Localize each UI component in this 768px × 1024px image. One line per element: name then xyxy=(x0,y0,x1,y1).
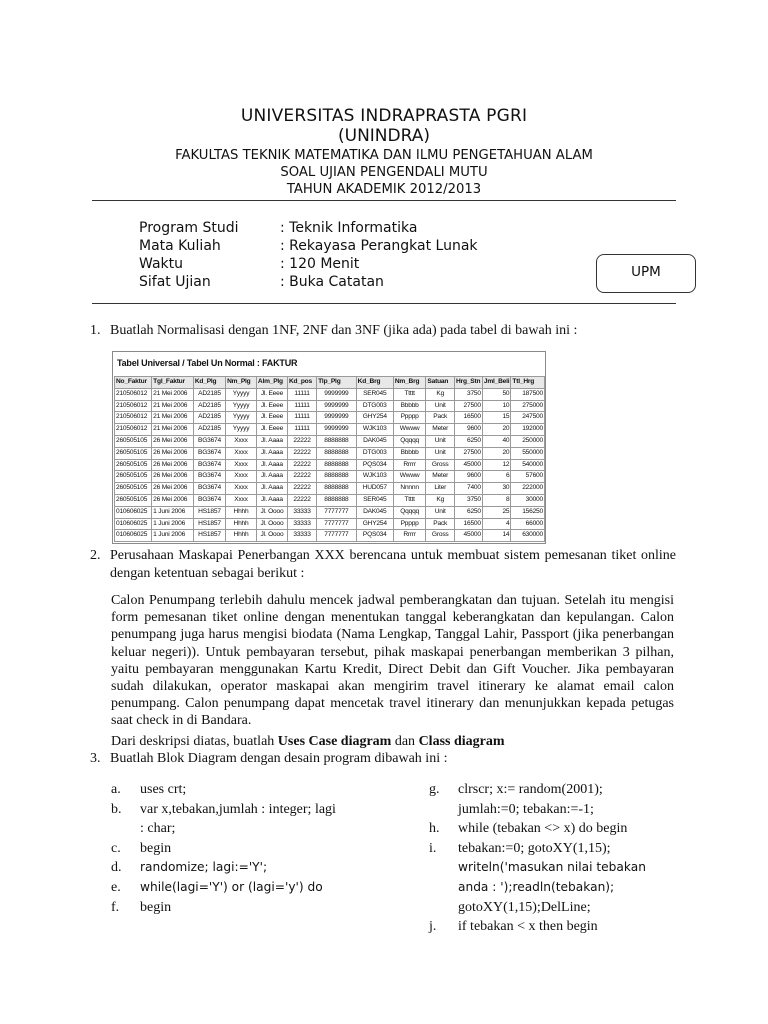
table-cell: Xxxx xyxy=(226,459,257,471)
table-cell: 250000 xyxy=(511,435,545,447)
code-line: tebakan:=0; gotoXY(1,15); xyxy=(458,840,611,856)
table-row xyxy=(115,400,545,412)
table-header-cell: Kd_Brg xyxy=(356,377,393,389)
code-line: randomize; lagi:='Y'; xyxy=(140,860,268,875)
table-cell: 22222 xyxy=(288,459,317,471)
table-cell: 26 Mei 2006 xyxy=(152,494,194,506)
table-cell: HUD057 xyxy=(356,483,393,495)
table-cell: 260505105 xyxy=(115,494,152,506)
table-cell: 550000 xyxy=(511,447,545,459)
table-cell: 11111 xyxy=(288,388,317,400)
table-cell: 010606025 xyxy=(115,530,152,542)
instruction-bold-usecase: Uses Case diagram xyxy=(277,734,392,749)
table-cell: 33333 xyxy=(288,518,317,530)
header-rule-bottom xyxy=(92,303,676,304)
table-cell: Jl. Oooo xyxy=(256,506,287,518)
table-cell: 26 Mei 2006 xyxy=(152,459,194,471)
table-row xyxy=(115,518,545,530)
table-cell: Meter xyxy=(426,471,455,483)
table-cell: 8888888 xyxy=(317,494,357,506)
table-cell: BG3674 xyxy=(193,447,225,459)
table-row xyxy=(115,494,545,506)
table-cell: AD2185 xyxy=(193,412,225,424)
table-row xyxy=(115,459,545,471)
table-cell: AD2185 xyxy=(193,400,225,412)
info-label: Program Studi xyxy=(139,220,239,236)
table-cell: 33333 xyxy=(288,506,317,518)
table-cell: BG3674 xyxy=(193,494,225,506)
table-cell: 187500 xyxy=(511,388,545,400)
table-cell: Hhhh xyxy=(226,530,257,542)
table-cell: 8888888 xyxy=(317,471,357,483)
code-line: gotoXY(1,15);DelLine; xyxy=(458,899,591,915)
table-cell: Gross xyxy=(426,459,455,471)
table-header-cell: Ttl_Hrg xyxy=(511,377,545,389)
table-title: Tabel Universal / Tabel Un Normal : FAKTUR xyxy=(117,358,298,368)
table-cell: Hhhh xyxy=(226,506,257,518)
table-cell: 210506012 xyxy=(115,424,152,436)
table-cell: Gross xyxy=(426,530,455,542)
table-header-row xyxy=(115,377,545,389)
table-cell: 275000 xyxy=(511,400,545,412)
code-item-letter: j. xyxy=(429,919,437,935)
table-cell: WJK103 xyxy=(356,424,393,436)
table-cell: Jl. Eeee xyxy=(256,424,287,436)
table-cell: Jl. Aaaa xyxy=(256,435,287,447)
table-cell: 20 xyxy=(482,424,511,436)
table-cell: 210506012 xyxy=(115,400,152,412)
table-cell: Xxxx xyxy=(226,447,257,459)
table-cell: Unit xyxy=(426,447,455,459)
table-row xyxy=(115,530,545,542)
table-cell: 45000 xyxy=(455,530,483,542)
table-cell: 8888888 xyxy=(317,435,357,447)
table-cell: Bbbbb xyxy=(393,400,426,412)
diagram-instruction xyxy=(111,733,505,750)
table-cell: Jl. Aaaa xyxy=(256,471,287,483)
table-cell: 192000 xyxy=(511,424,545,436)
table-cell: GHY254 xyxy=(356,518,393,530)
info-label: Mata Kuliah xyxy=(139,238,221,254)
table-cell: DAK045 xyxy=(356,435,393,447)
table-cell: 16500 xyxy=(455,412,483,424)
upm-badge: UPM xyxy=(596,254,696,293)
table-header-cell: Nm_Brg xyxy=(393,377,426,389)
table-cell: 21 Mei 2006 xyxy=(152,388,194,400)
table-cell: 12 xyxy=(482,459,511,471)
table-cell: 210506012 xyxy=(115,412,152,424)
header-rule-top xyxy=(92,200,676,201)
table-cell: 9999999 xyxy=(317,424,357,436)
info-value: : Teknik Informatika xyxy=(280,220,418,236)
table-cell: 20 xyxy=(482,447,511,459)
table-cell: 222000 xyxy=(511,483,545,495)
table-cell: 11111 xyxy=(288,412,317,424)
table-header-cell: Tgl_Faktur xyxy=(152,377,194,389)
table-cell: Ppppp xyxy=(393,412,426,424)
table-cell: 1 Juni 2006 xyxy=(152,530,194,542)
instruction-prefix: Dari deskripsi diatas, buatlah xyxy=(111,734,278,749)
table-cell: Meter xyxy=(426,424,455,436)
table-cell: 21 Mei 2006 xyxy=(152,400,194,412)
table-cell: 260505105 xyxy=(115,471,152,483)
table-cell: Xxxx xyxy=(226,471,257,483)
table-cell: PQS034 xyxy=(356,459,393,471)
table-cell: Ttttt xyxy=(393,494,426,506)
table-cell: 9600 xyxy=(455,471,483,483)
table-cell: 010606025 xyxy=(115,518,152,530)
info-label: Waktu xyxy=(139,256,183,272)
exam-title: SOAL UJIAN PENGENDALI MUTU xyxy=(280,165,488,180)
code-item-letter: g. xyxy=(429,782,440,797)
table-header-cell: No_Faktur xyxy=(115,377,152,389)
table-cell: 21 Mei 2006 xyxy=(152,424,194,436)
instruction-mid: dan xyxy=(391,734,419,749)
table-cell: 260505105 xyxy=(115,447,152,459)
table-cell: Qqqqq xyxy=(393,506,426,518)
table-cell: 33333 xyxy=(288,530,317,542)
table-cell: 57600 xyxy=(511,471,545,483)
table-cell: Jl. Eeee xyxy=(256,400,287,412)
table-cell: 66000 xyxy=(511,518,545,530)
table-cell: Xxxx xyxy=(226,435,257,447)
code-line: writeln('masukan nilai tebakan xyxy=(458,860,646,875)
table-row xyxy=(115,388,545,400)
code-item-letter: i. xyxy=(429,840,437,856)
table-cell: Pack xyxy=(426,412,455,424)
table-cell: 22222 xyxy=(288,494,317,506)
code-line: clrscr; x:= random(2001); xyxy=(458,782,603,797)
table-cell: Jl. Eeee xyxy=(256,412,287,424)
table-cell: BG3674 xyxy=(193,483,225,495)
table-cell: Qqqqq xyxy=(393,435,426,447)
case-description: Calon Penumpang terlebih dahulu mencek jadwal pemberangkatan dan tujuan. Setelah itu mengisi form pemesanan tiket online dengan menentukan tanggal keberangkatan dan kepulangan. Calon penumpang juga harus mengisi biodata (Nama Lengkap, Tanggal Lahir, Passport (jika penerbangan keluar negeri)). Untuk pembayaran tersebut, pihak maskapai penerbangan memberikan 3 pilhan, yaitu pembayaran menggunakan Kartu Kredit, Direct Debit dan Gift Voucher. Jika pembayaran sudah dilakukan, operator maskapai akan mengirim travel itinerary ke alamat email calon penumpang. Calon penumpang dapat mencetak travel itinerary dan menunjukkan kepada petugas saat check in di Bandara. xyxy=(111,593,674,729)
table-cell: 7777777 xyxy=(317,506,357,518)
table-cell: Kg xyxy=(426,388,455,400)
table-cell: Unit xyxy=(426,506,455,518)
faktur-table xyxy=(114,376,545,542)
table-cell: Rrrrr xyxy=(393,530,426,542)
table-row xyxy=(115,412,545,424)
table-cell: 26 Mei 2006 xyxy=(152,483,194,495)
table-cell: Bbbbb xyxy=(393,447,426,459)
question-text: Buatlah Blok Diagram dengan desain program dibawah ini : xyxy=(110,751,448,766)
faculty-name: FAKULTAS TEKNIK MATEMATIKA DAN ILMU PENGETAHUAN ALAM xyxy=(175,148,593,163)
code-line: var x,tebakan,jumlah : integer; lagi xyxy=(140,801,336,817)
table-cell: DTG003 xyxy=(356,400,393,412)
table-cell: 210506012 xyxy=(115,388,152,400)
table-cell: 7400 xyxy=(455,483,483,495)
info-value: : 120 Menit xyxy=(280,256,360,272)
table-cell: Liter xyxy=(426,483,455,495)
table-row xyxy=(115,447,545,459)
table-cell: 260505105 xyxy=(115,483,152,495)
table-cell: Yyyyy xyxy=(226,400,257,412)
table-cell: 247500 xyxy=(511,412,545,424)
code-line: begin xyxy=(140,899,172,915)
table-cell: 14 xyxy=(482,530,511,542)
code-line: while (tebakan <> x) do begin xyxy=(458,821,628,837)
table-cell: DTG003 xyxy=(356,447,393,459)
instruction-bold-class: Class diagram xyxy=(418,734,505,749)
table-cell: 27500 xyxy=(455,400,483,412)
table-cell: 22222 xyxy=(288,447,317,459)
table-cell: 3750 xyxy=(455,494,483,506)
table-cell: 40 xyxy=(482,435,511,447)
table-cell: Kg xyxy=(426,494,455,506)
code-line: begin xyxy=(140,840,172,856)
university-name: UNIVERSITAS INDRAPRASTA PGRI xyxy=(240,106,528,126)
table-row xyxy=(115,424,545,436)
table-cell: WJK103 xyxy=(356,471,393,483)
table-cell: PQS034 xyxy=(356,530,393,542)
table-cell: 1 Juni 2006 xyxy=(152,506,194,518)
table-cell: 50 xyxy=(482,388,511,400)
table-cell: 9999999 xyxy=(317,412,357,424)
table-cell: 26 Mei 2006 xyxy=(152,435,194,447)
table-cell: AD2185 xyxy=(193,424,225,436)
table-cell: 1 Juni 2006 xyxy=(152,518,194,530)
table-cell: Yyyyy xyxy=(226,388,257,400)
table-cell: 8888888 xyxy=(317,459,357,471)
table-cell: Jl. Aaaa xyxy=(256,483,287,495)
code-line: anda : ');readln(tebakan); xyxy=(458,879,615,894)
table-cell: 11111 xyxy=(288,424,317,436)
table-cell: DAK045 xyxy=(356,506,393,518)
table-cell: 8 xyxy=(482,494,511,506)
table-cell: BG3674 xyxy=(193,471,225,483)
table-cell: Jl. Oooo xyxy=(256,530,287,542)
code-item-letter: a. xyxy=(111,782,121,797)
table-row xyxy=(115,506,545,518)
code-line: jumlah:=0; tebakan:=-1; xyxy=(458,801,594,817)
table-cell: 6 xyxy=(482,471,511,483)
table-cell: BG3674 xyxy=(193,459,225,471)
table-cell: 7777777 xyxy=(317,530,357,542)
code-item-letter: f. xyxy=(111,899,120,915)
table-cell: AD2185 xyxy=(193,388,225,400)
table-cell: Ppppp xyxy=(393,518,426,530)
code-item-letter: b. xyxy=(111,801,122,817)
table-cell: 15 xyxy=(482,412,511,424)
table-cell: 4 xyxy=(482,518,511,530)
table-cell: Jl. Eeee xyxy=(256,388,287,400)
code-line: : char; xyxy=(140,821,176,837)
table-cell: 22222 xyxy=(288,435,317,447)
question-number: 2. xyxy=(90,548,101,563)
table-cell: Pack xyxy=(426,518,455,530)
table-cell: 30 xyxy=(482,483,511,495)
table-cell: 22222 xyxy=(288,471,317,483)
table-cell: Jl. Aaaa xyxy=(256,459,287,471)
table-cell: Jl. Oooo xyxy=(256,518,287,530)
info-label: Sifat Ujian xyxy=(139,274,211,290)
table-header-cell: Hrg_Stn xyxy=(455,377,483,389)
table-cell: 26 Mei 2006 xyxy=(152,471,194,483)
table-cell: SER045 xyxy=(356,388,393,400)
table-cell: HS1857 xyxy=(193,506,225,518)
code-item-letter: d. xyxy=(111,860,122,876)
table-cell: SER045 xyxy=(356,494,393,506)
table-row xyxy=(115,483,545,495)
table-header-cell: Satuan xyxy=(426,377,455,389)
table-cell: HS1857 xyxy=(193,518,225,530)
question-text: Perusahaan Maskapai Penerbangan XXX berencana untuk membuat sistem pemesanan tiket online dengan ketentuan sebagai berikut : xyxy=(110,548,676,581)
table-cell: Hhhh xyxy=(226,518,257,530)
table-cell: Ttttt xyxy=(393,388,426,400)
table-cell: 10 xyxy=(482,400,511,412)
code-item-letter: h. xyxy=(429,821,440,837)
table-cell: 16500 xyxy=(455,518,483,530)
table-cell: Yyyyy xyxy=(226,412,257,424)
question-number: 3. xyxy=(90,751,101,766)
table-cell: 6250 xyxy=(455,435,483,447)
table-row xyxy=(115,471,545,483)
table-cell: 26 Mei 2006 xyxy=(152,447,194,459)
university-abbreviation: (UNINDRA) xyxy=(338,126,430,146)
academic-year: TAHUN AKADEMIK 2012/2013 xyxy=(286,182,482,197)
info-value: : Buka Catatan xyxy=(280,274,384,290)
faktur-table-figure xyxy=(112,351,546,544)
table-cell: 27500 xyxy=(455,447,483,459)
table-cell: 260505105 xyxy=(115,435,152,447)
code-item-letter: c. xyxy=(111,840,121,856)
table-cell: 30000 xyxy=(511,494,545,506)
question-number: 1. xyxy=(90,323,101,338)
table-header-cell: Alm_Plg xyxy=(256,377,287,389)
info-value: : Rekayasa Perangkat Lunak xyxy=(280,238,478,254)
table-cell: 7777777 xyxy=(317,518,357,530)
table-cell: 9999999 xyxy=(317,400,357,412)
code-line: while(lagi='Y') or (lagi='y') do xyxy=(140,880,323,894)
table-cell: 630000 xyxy=(511,530,545,542)
table-header-cell: Kd_pos xyxy=(288,377,317,389)
code-line: if tebakan < x then begin xyxy=(458,919,598,935)
table-header-cell: Kd_Plg xyxy=(193,377,225,389)
table-row xyxy=(115,435,545,447)
table-cell: 45000 xyxy=(455,459,483,471)
code-item-letter: e. xyxy=(111,880,121,895)
table-cell: 9999999 xyxy=(317,388,357,400)
code-line: uses crt; xyxy=(140,782,187,797)
table-cell: Xxxx xyxy=(226,494,257,506)
table-cell: 010606025 xyxy=(115,506,152,518)
table-cell: Xxxx xyxy=(226,483,257,495)
table-header-cell: Jml_Beli xyxy=(482,377,511,389)
table-cell: Wwww xyxy=(393,424,426,436)
table-cell: GHY254 xyxy=(356,412,393,424)
table-cell: Rrrrr xyxy=(393,459,426,471)
table-cell: 8888888 xyxy=(317,483,357,495)
table-cell: Wwww xyxy=(393,471,426,483)
question-text: Buatlah Normalisasi dengan 1NF, 2NF dan 3NF (jika ada) pada tabel di bawah ini : xyxy=(110,323,578,338)
table-cell: Nnnnn xyxy=(393,483,426,495)
table-cell: Yyyyy xyxy=(226,424,257,436)
table-cell: HS1857 xyxy=(193,530,225,542)
table-cell: Unit xyxy=(426,400,455,412)
table-cell: 3750 xyxy=(455,388,483,400)
table-cell: Jl. Aaaa xyxy=(256,494,287,506)
table-header-cell: Tlp_Plg xyxy=(317,377,357,389)
table-cell: 8888888 xyxy=(317,447,357,459)
table-header-cell: Nm_Plg xyxy=(226,377,257,389)
table-cell: 9600 xyxy=(455,424,483,436)
table-cell: Jl. Aaaa xyxy=(256,447,287,459)
table-cell: 6250 xyxy=(455,506,483,518)
table-cell: 22222 xyxy=(288,483,317,495)
table-cell: BG3674 xyxy=(193,435,225,447)
table-cell: 25 xyxy=(482,506,511,518)
table-cell: 11111 xyxy=(288,400,317,412)
table-cell: Unit xyxy=(426,435,455,447)
table-cell: 156250 xyxy=(511,506,545,518)
table-cell: 21 Mei 2006 xyxy=(152,412,194,424)
table-cell: 260505105 xyxy=(115,459,152,471)
table-cell: 540000 xyxy=(511,459,545,471)
